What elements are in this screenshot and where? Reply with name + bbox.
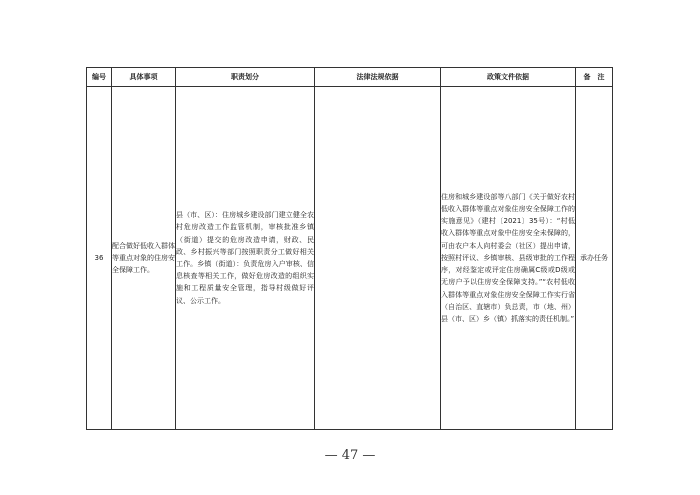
- header-duty: 职责划分: [176, 68, 315, 87]
- header-remark: 备 注: [576, 68, 613, 87]
- responsibility-table: [86, 67, 613, 430]
- header-policy: 政策文件依据: [441, 68, 576, 87]
- cell-num: 36: [87, 87, 112, 430]
- header-item: 具体事项: [112, 68, 176, 87]
- cell-policy: 住房和城乡建设部等八部门《关于做好农村低收入群体等重点对象住房安全保障工作的实施意见》（建村〔2021〕35号）：“村低收入群体等重点对象中住房安全未保障的，可由农户本人向村委会（社区）提出申请，按照村评议、乡镇审核、县级审批的工作程序，对经鉴定或评定住房确属C级或D级或无房户予以住房安全保障支持。”“农村低收入群体等重点对象住房安全保障工作实行省（自治区、直辖市）负总责，市（地、州）县（市、区）乡（镇）抓落实的责任机制。”: [441, 87, 576, 430]
- page-number: — 47 —: [324, 448, 376, 463]
- cell-item: 配合做好低收入群体等重点对象的住房安全保障工作。: [112, 87, 176, 430]
- header-law: 法律法规依据: [315, 68, 441, 87]
- header-num: 编号: [87, 68, 112, 87]
- cell-duty: 县（市、区）：住房城乡建设部门建立健全农村危房改造工作监管机制，审核批准乡镇（街道）提交的危房改造申请，财政、民政、乡村振兴等部门按照职责分工做好相关工作。乡镇（街道）：负责危房入户审核、信息核查等相关工作，做好危房改造的组织实施和工程质量安全管理，指导村级做好评议、公示工作。: [176, 87, 315, 430]
- table-row: [87, 87, 613, 430]
- table-header-row: [87, 68, 613, 87]
- cell-law: [315, 87, 441, 430]
- cell-remark: 承办任务: [576, 87, 613, 430]
